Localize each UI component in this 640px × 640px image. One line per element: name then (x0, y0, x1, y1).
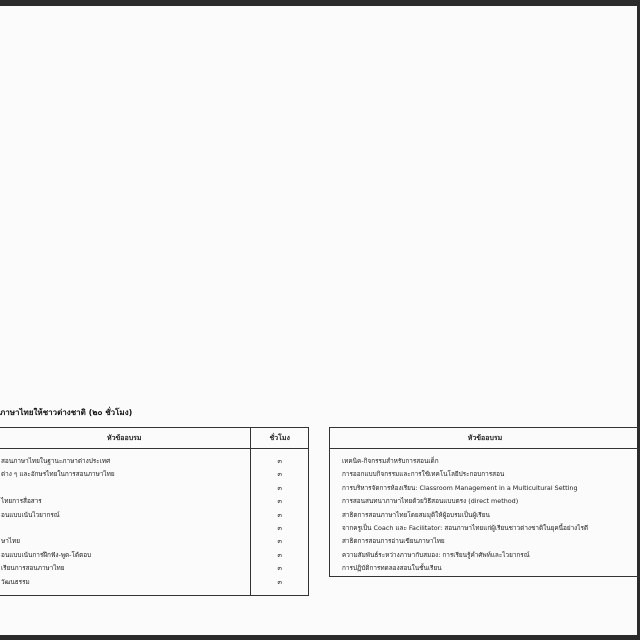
table-row (0, 562, 309, 575)
table-row (0, 549, 309, 562)
table-row (0, 495, 309, 508)
table-row (0, 509, 309, 522)
table-row (330, 482, 640, 495)
topic-cell: ความสัมพันธ์ระหว่างภาษากับสมอง: การเรียนรู้คำศัพท์และไวยากรณ์ (342, 550, 530, 559)
table-row (0, 468, 309, 481)
topic-cell: สาธิตการสอนการอ่านเขียนภาษาไทย (342, 537, 445, 546)
topic-cell: ษาไทย (0, 535, 251, 548)
hours-cell: ๓ (277, 537, 282, 546)
table-row (330, 455, 640, 468)
section-heading: ภาษาไทยให้ชาวต่างชาติ (๒๐ ชั่วโมง) (0, 408, 133, 417)
hours-cell: ๓ (277, 483, 282, 492)
hours-cell: ๓ (277, 497, 282, 506)
hours-cell: ๓ (277, 457, 282, 465)
hours-cell: ๓ (277, 510, 282, 519)
table-row (330, 495, 640, 508)
hours-cell: ๓ (277, 577, 282, 586)
table-row (330, 549, 640, 562)
table-row (330, 468, 640, 481)
topic-cell: สาธิตการสอนภาษาไทยโดยสมมุติให้ผู้อบรมเป็นผู้เรียน (342, 510, 490, 519)
table-row (330, 509, 640, 522)
topic-cell: การปฏิบัติการทดลองสอนในชั้นเรียน (342, 564, 442, 573)
hours-cell: ๓ (277, 470, 282, 479)
hours-cell: ๓ (277, 564, 282, 573)
topic-cell: ไทยการสื่อสาร (0, 495, 251, 508)
topic-cell: การสอนสนทนาภาษาไทยด้วยวิธีสอนแบบตรง (direct method) (342, 497, 519, 506)
table-row (0, 482, 309, 495)
table-row (0, 455, 309, 468)
topic-cell (0, 482, 251, 495)
table-row (330, 535, 640, 548)
topic-cell: อนแบบเน้นการฝึกฟัง-พูด-โต้ตอบ (0, 549, 251, 562)
topic-cell (0, 522, 251, 535)
topic-cell: การออกแบบกิจกรรมและการใช้เทคโนโลยีประกอบการสอน (342, 470, 505, 479)
topic-cell: ต่าง ๆ และอักษรไทยในการสอนภาษาไทย (0, 468, 251, 481)
topic-cell: สอนภาษาไทยในฐานะภาษาต่างประเทศ (0, 455, 251, 468)
topic-cell: วัฒนธรรม (0, 576, 251, 589)
right-header-topic: หัวข้ออบรม (330, 428, 640, 449)
table-row (0, 576, 309, 589)
left-header-hours: ชั่วโมง (251, 428, 309, 449)
bottom-border (0, 635, 640, 640)
topic-cell: เทคนิค-กิจกรรมสำหรับการสอนเด็ก (342, 457, 439, 465)
left-header-topic: หัวข้ออบรม (0, 428, 251, 449)
left-topic-table (0, 427, 309, 596)
table-row (330, 522, 640, 535)
spacer (251, 589, 309, 596)
topic-cell: จากครูเป็น Coach และ Facilitator: สอนภาษาไทยแก่ผู้เรียนชาวต่างชาติในยุคนี้อย่างไรดี (342, 524, 589, 533)
topic-cell: การบริหารจัดการห้องเรียน: Classroom Management in a Multicultural Setting (342, 483, 578, 492)
table-row (0, 535, 309, 548)
table-row (0, 522, 309, 535)
hours-cell: ๓ (277, 550, 282, 559)
right-topic-table (329, 427, 640, 577)
spacer (0, 589, 251, 596)
table-row (330, 562, 640, 576)
topic-cell: อนแบบเน้นไวยากรณ์ (0, 509, 251, 522)
topic-cell: เรียนการสอนภาษาไทย (0, 562, 251, 575)
hours-cell: ๓ (277, 524, 282, 533)
